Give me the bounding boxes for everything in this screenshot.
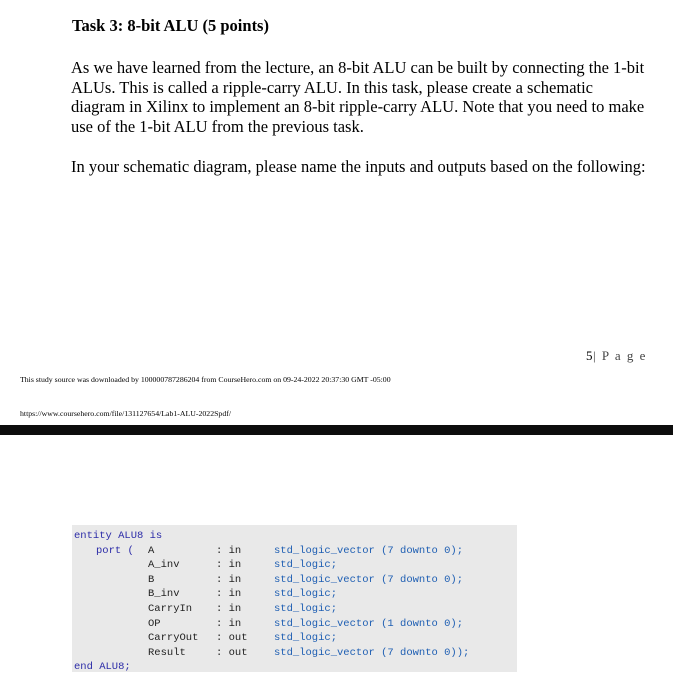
code-port-line xyxy=(72,587,517,602)
port-type: std_logic; xyxy=(274,632,338,645)
port-direction: : out xyxy=(216,632,248,645)
page-number-label: | P a g e xyxy=(593,348,647,363)
port-type: std_logic; xyxy=(274,603,338,615)
code-port-line xyxy=(72,646,517,661)
port-direction: : in xyxy=(216,588,242,601)
port-direction: : in xyxy=(216,603,242,615)
port-keyword: port ( xyxy=(96,544,134,557)
port-type: std_logic_vector (7 downto 0); xyxy=(274,544,464,557)
port-direction: : in xyxy=(216,617,242,630)
port-name: Result xyxy=(148,646,186,659)
port-name: A xyxy=(148,544,155,557)
source-note: This study source was downloaded by 100000787286204 from CourseHero.com on 09-24-2022 20:37:30 GMT -05:00 xyxy=(20,375,391,384)
port-type: std_logic_vector (1 downto 0); xyxy=(274,617,464,630)
code-entity-line xyxy=(72,529,517,544)
source-url[interactable]: https://www.coursehero.com/file/131127654/Lab1-ALU-2022Spdf/ xyxy=(20,409,231,418)
port-type: std_logic; xyxy=(274,588,338,601)
page-number xyxy=(586,348,647,364)
port-name: CarryIn xyxy=(148,603,193,615)
code-port-line xyxy=(72,602,517,617)
task-title: Task 3: 8-bit ALU (5 points) xyxy=(72,16,269,35)
vhdl-entity-code xyxy=(72,525,517,672)
task-description-paragraph: As we have learned from the lecture, an 8-bit ALU can be built by connecting the 1-bit ALUs. This is called a ripple-carry ALU. In this task, please create a schematic diagram in Xilinx to implement an 8-bit ripple-carry ALU. Note that you need to make use of the 1-bit ALU from the previous task. xyxy=(71,58,645,136)
entity-declaration: entity ALU8 is xyxy=(74,530,163,542)
port-direction: : out xyxy=(216,646,248,659)
port-name: A_inv xyxy=(148,559,180,572)
page-divider xyxy=(0,425,673,435)
naming-instruction-paragraph: In your schematic diagram, please name the inputs and outputs based on the following: xyxy=(71,157,646,176)
port-type: std_logic; xyxy=(274,559,338,572)
cut-off-text-line xyxy=(66,690,616,700)
port-type: std_logic_vector (7 downto 0); xyxy=(274,573,464,586)
port-direction: : in xyxy=(216,573,242,586)
page-number-value: 5 xyxy=(586,348,593,363)
code-end-line xyxy=(72,660,517,675)
port-name: B_inv xyxy=(148,588,180,601)
port-direction: : in xyxy=(216,544,242,557)
code-port-line xyxy=(72,631,517,646)
code-port-line xyxy=(72,544,517,559)
vhdl-code-block xyxy=(72,525,517,672)
port-name: OP xyxy=(148,617,161,630)
port-type: std_logic_vector (7 downto 0)); xyxy=(274,646,470,659)
port-name: B xyxy=(148,573,155,586)
code-port-line xyxy=(72,573,517,588)
port-name: CarryOut xyxy=(148,632,199,645)
code-port-line xyxy=(72,617,517,632)
code-port-line xyxy=(72,558,517,573)
entity-end: end ALU8; xyxy=(74,661,131,674)
port-direction: : in xyxy=(216,559,242,572)
